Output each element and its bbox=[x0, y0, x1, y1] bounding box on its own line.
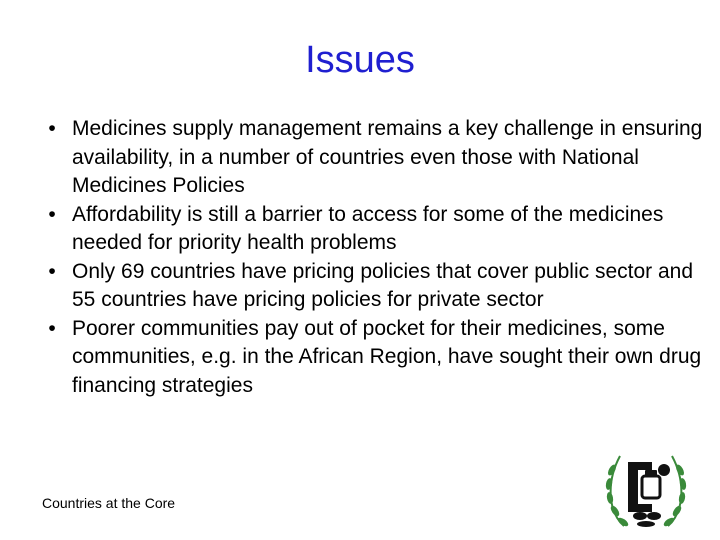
bullet-text: Affordability is still a barrier to access for some of the medicines needed for priority health problems bbox=[72, 202, 664, 254]
bullet-text: Poorer communities pay out of pocket for their medicines, some communities, e.g. in the African Region, have sought their own drug financing strategies bbox=[72, 316, 702, 397]
bullet-glyph: • bbox=[48, 259, 56, 283]
laurel-wreath-medicines-emblem-icon bbox=[602, 442, 690, 536]
bullet-item bbox=[48, 201, 708, 258]
bullet-item bbox=[48, 115, 708, 201]
slide-title: Issues bbox=[305, 39, 415, 81]
bullet-item bbox=[48, 258, 708, 315]
bullet-glyph: • bbox=[48, 202, 56, 226]
footer-text: Countries at the Core bbox=[42, 495, 176, 511]
bullet-text: Medicines supply management remains a key challenge in ensuring availability, in a number of countries even those with National Medicines Policies bbox=[72, 117, 703, 197]
bullet-glyph: • bbox=[48, 316, 56, 340]
bullet-text: Only 69 countries have pricing policies that cover public sector and 55 countries have pricing policies for private sector bbox=[72, 259, 693, 311]
bullet-item bbox=[48, 315, 708, 401]
bullet-list bbox=[48, 115, 708, 400]
bullet-glyph: • bbox=[48, 117, 56, 140]
